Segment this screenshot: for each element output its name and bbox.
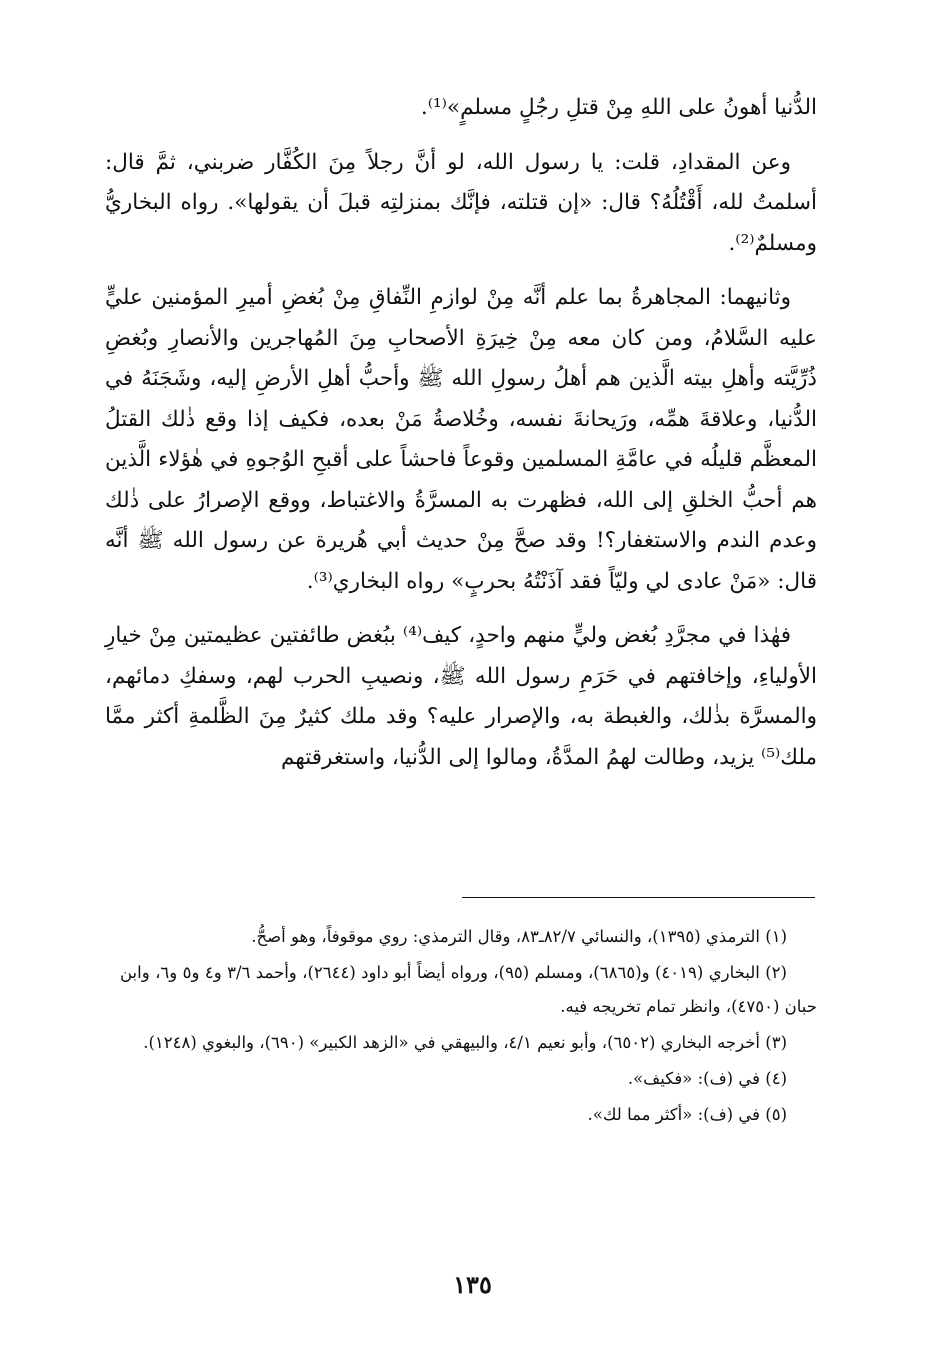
footnote-1: (١) الترمذي (١٣٩٥)، والنسائي ٨٢/٧ـ٨٣، وقال الترمذي: روي موقوفاً، وهو أصحُّ. [251,927,787,946]
paragraph-1: الدُّنيا أهونُ على اللهِ مِنْ قتلِ رجُلٍ مسلمٍ»⁽¹⁾. [420,95,817,120]
footnote-3: (٣) أخرجه البخاري (٦٥٠٢)، وأبو نعيم ٤/١، والبيهقي في «الزهد الكبير» (٦٩٠)، والبغوي (١٢٤٨). [143,1033,787,1052]
paragraph-3: وثانيهما: المجاهرةُ بما علم أنَّه مِنْ لوازمِ النِّفاقِ مِنْ بُغضِ أميرِ المؤمنين عليٍّ عليه السَّلامُ، ومن كان معه مِنْ خِيرَةِ الأصحابِ مِنَ المُهاجرين والأنصارِ وبُغضِ ذُرِّيَّته وأهلِ بيته الَّذين هم أهلُ رسولِ الله ﷺ وأحبُّ أهلِ الأرضِ إليه، وشَجَنَهُ في الدُّنيا، وعلاقةَ همِّه، ورَيحانةَ نفسه، وخُلاصةُ مَنْ بعده، فكيف إذا وقع ذٰلك القتلُ المعظَّم قليلُه في عامَّةِ المسلمين وقوعاً فاحشاً على أقبحِ الوُجوهِ في هٰؤلاء الَّذين هم أحبُّ الخلقِ إلى الله، فظهرت به المسرَّةُ والاغتباط، ووقع الإصرارُ على ذٰلك وعدم الندم والاستغفار؟! وقد صحَّ مِنْ حديث أبي هُريرة عن رسول الله ﷺ أنَّه قال: «مَنْ عادى لي وليّاً فقد آذَنْتُهُ بحربٍ» رواه البخاري⁽³⁾. [105,285,817,594]
paragraph-2: وعن المقدادِ، قلت: يا رسول الله، لو أنَّ رجلاً مِنَ الكُفَّار ضربني، ثمَّ قال: أسلمتُ لله، أَقْتُلُهُ؟ قال: «إن قتلته، فإنَّك بمنزلتِه قبلَ أن يقولها». رواه البخاريُّ ومسلمٌ⁽²⁾. [105,149,817,256]
page-number: ١٣٥ [453,1270,492,1299]
footnote-2: (٢) البخاري (٤٠١٩) و(٦٨٦٥)، ومسلم (٩٥)، ورواه أيضاً أبو داود (٢٦٤٤)، وأحمد ٣/٦ و٤ و٥ و٦، وابن حبان (٤٧٥٠)، وانظر تمام تخريجه فيه. [120,963,817,1016]
footnote-4: (٤) في (ف): «فكيف». [627,1069,787,1088]
paragraph-4: فهٰذا في مجرَّدِ بُغض وليٍّ منهم واحدٍ، كيف⁽⁴⁾ ببُغض طائفتين عظيمتين مِنْ خيارِ الأولياءِ، وإخافتهم في حَرَمِ رسول الله ﷺ، ونصيبِ الحرب لهم، وسفكِ دمائهم، والمسرَّة بذٰلك، والغبطة به، والإصرار عليه؟ وقد ملك كثيرٌ مِنَ الظَّلمةِ أكثر ممَّا ملك⁽⁵⁾ يزيد، وطالت لهمُ المدَّةُ، ومالوا إلى الدُّنيا، واستغرقتهم [105,623,817,770]
footnote-5: (٥) في (ف): «أكثر مما لك». [587,1105,787,1124]
footnote-separator [462,897,815,898]
footnotes [120,920,817,1134]
main-text [105,88,817,778]
